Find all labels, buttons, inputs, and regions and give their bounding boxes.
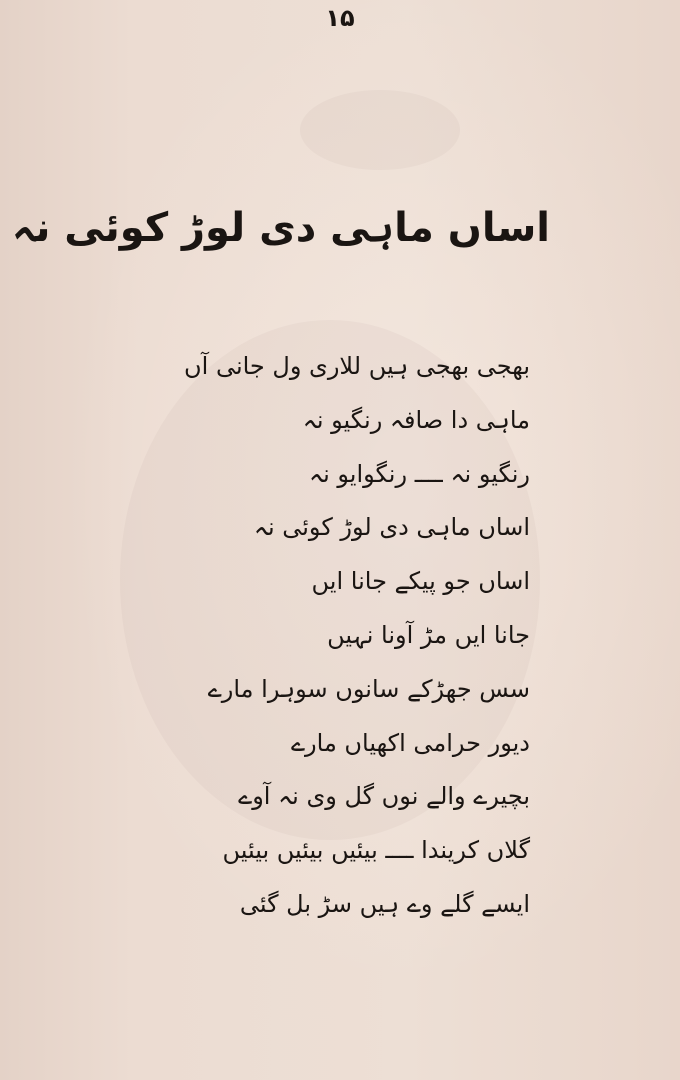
poem-line: گلاں کریندا ــــ بیئیں بیئیں بیئیں (222, 836, 530, 865)
poem-line: رنگیو نہ ــــ رنگوایو نہ (309, 459, 530, 488)
poem-line: اساں ماہی دی لوڑ کوئی نہ (253, 513, 530, 542)
poem-line: سس جھڑکے سانوں سوہرا مارے (207, 674, 530, 703)
poem-line: دیور حرامی اکھیاں مارے (290, 728, 530, 757)
poem-line: اساں جو پیکے جانا ایں (311, 567, 530, 596)
poem-body (130, 340, 530, 932)
page-number: ۱۵ (325, 4, 355, 32)
poem-line: جانا ایں مڑ آونا نہیں (327, 620, 530, 649)
poem-line: ایسے گلے وے ہیں سڑ بل گئی (239, 889, 530, 918)
poem-title: اساں ماہی دی لوڑ کوئی نہ (11, 205, 550, 251)
ink-bleed-through (300, 90, 460, 170)
poem-line: بچیرے والے نوں گل وی نہ آوے (238, 782, 530, 811)
poem-line: ماہی دا صافہ رنگیو نہ (302, 405, 530, 434)
poem-line: بھجی بھجی ہیں للاری ول جانی آں (184, 352, 530, 380)
